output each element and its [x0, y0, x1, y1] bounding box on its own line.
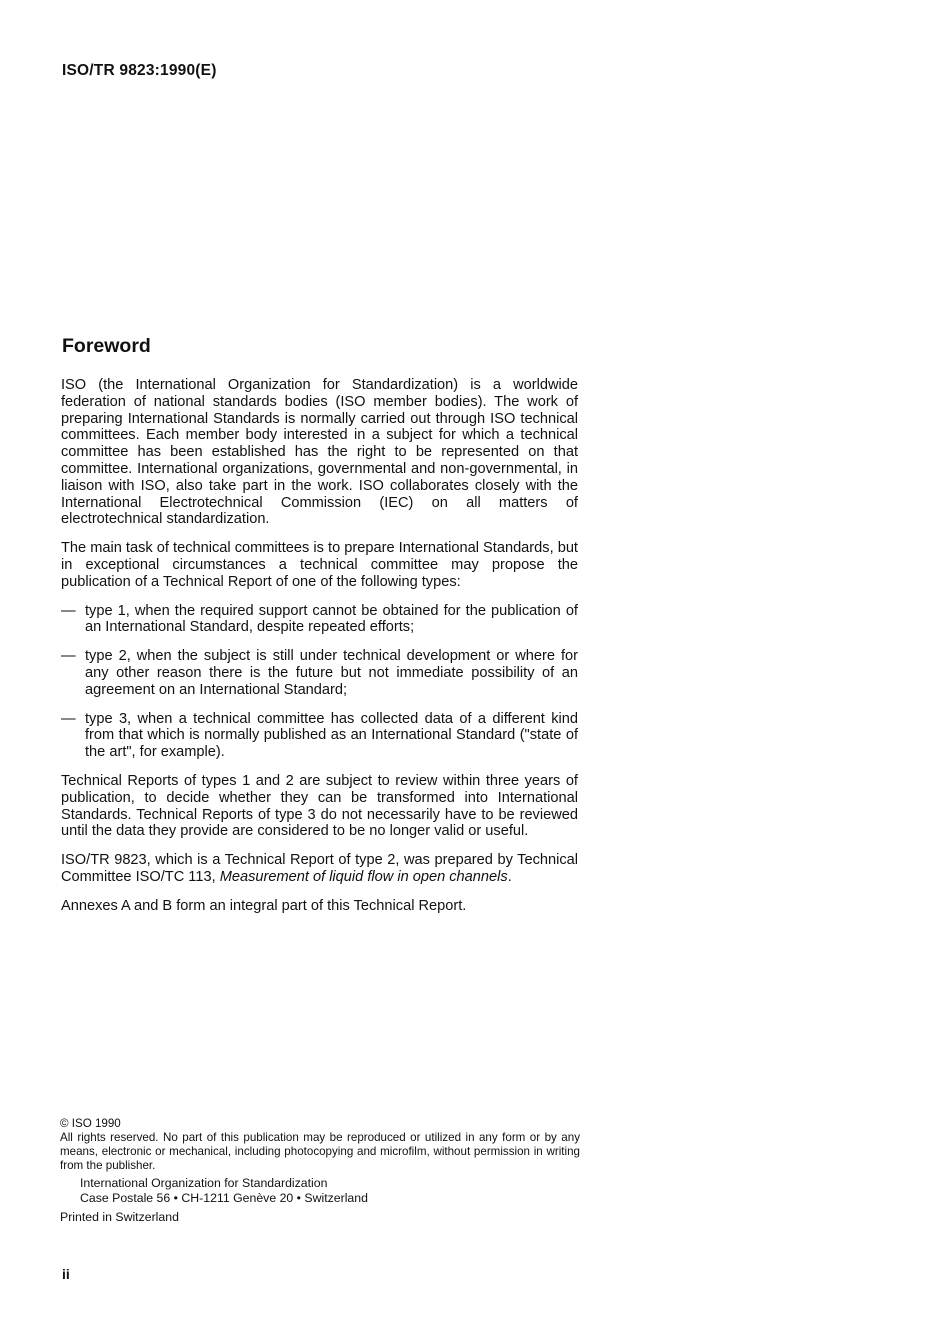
- dash-bullet: —: [61, 602, 76, 619]
- list-item-text: type 2, when the subject is still under technical development or where for any other reason there is the future but not immediate possibility of an agreement on an International Standard;: [85, 648, 578, 698]
- foreword-body: [61, 377, 578, 927]
- list-item-text: type 1, when the required support cannot be obtained for the publication of an International Standard, despite repeated efforts;: [85, 602, 578, 636]
- page-number: ii: [62, 1266, 70, 1282]
- dash-bullet: —: [61, 710, 76, 727]
- foreword-paragraph-4: [61, 852, 578, 886]
- paragraph-4-end: .: [507, 868, 512, 885]
- dash-bullet: —: [61, 648, 76, 665]
- organization-name: International Organization for Standardization: [80, 1176, 328, 1190]
- committee-title: Measurement of liquid flow in open channels: [219, 868, 508, 885]
- list-item-text: type 3, when a technical committee has collected data of a different kind from that which is normally published as an International Standard ("state of the art", for example).: [85, 710, 578, 761]
- copyright-notice: [60, 1117, 580, 1224]
- list-item: [61, 648, 578, 698]
- foreword-paragraph-1: ISO (the International Organization for Standardization) is a worldwide federation of national standards bodies (ISO member bodies). The work of preparing International Standards is normally carried out through ISO technical committees. Each member body interested in a subject for which a technical committee has been established has the right to be represented on that committee. International organizations, governmental and non-governmental, in liaison with ISO, also take part in the work. ISO collaborates closely with the International Electrotechnical Commission (IEC) on all matters of electrotechnical standardization.: [61, 377, 578, 528]
- postal-address: Case Postale 56 • CH-1211 Genève 20 • Switzerland: [80, 1190, 368, 1205]
- foreword-paragraph-5: Annexes A and B form an integral part of this Technical Report.: [61, 897, 467, 914]
- list-item: [61, 711, 578, 761]
- paragraph-4-start: ISO/TR 9823, which is a Technical Report of type 2, was prepared by Technical Committee ISO/TC 113,: [61, 852, 578, 885]
- report-types-list: [61, 603, 578, 761]
- rights-statement: All rights reserved. No part of this publication may be reproduced or utilized in any form or by any means, electronic or mechanical, including photocopying and microfilm, without permission in writing from the publisher.: [60, 1131, 580, 1172]
- list-item: [61, 603, 578, 637]
- printed-in: Printed in Switzerland: [60, 1209, 179, 1224]
- foreword-paragraph-3: Technical Reports of types 1 and 2 are subject to review within three years of publication, to decide whether they can be transformed into International Standards. Technical Reports of type 3 do not necessarily have to be reviewed until the data they provide are considered to be no longer valid or useful.: [61, 772, 578, 840]
- foreword-paragraph-2: The main task of technical committees is to prepare International Standards, but in exceptional circumstances a technical committee may propose the publication of a Technical Report of one of the following types:: [61, 540, 578, 590]
- copyright-line: © ISO 1990: [60, 1117, 121, 1130]
- foreword-heading: Foreword: [62, 335, 151, 357]
- document-id: ISO/TR 9823:1990(E): [62, 62, 217, 79]
